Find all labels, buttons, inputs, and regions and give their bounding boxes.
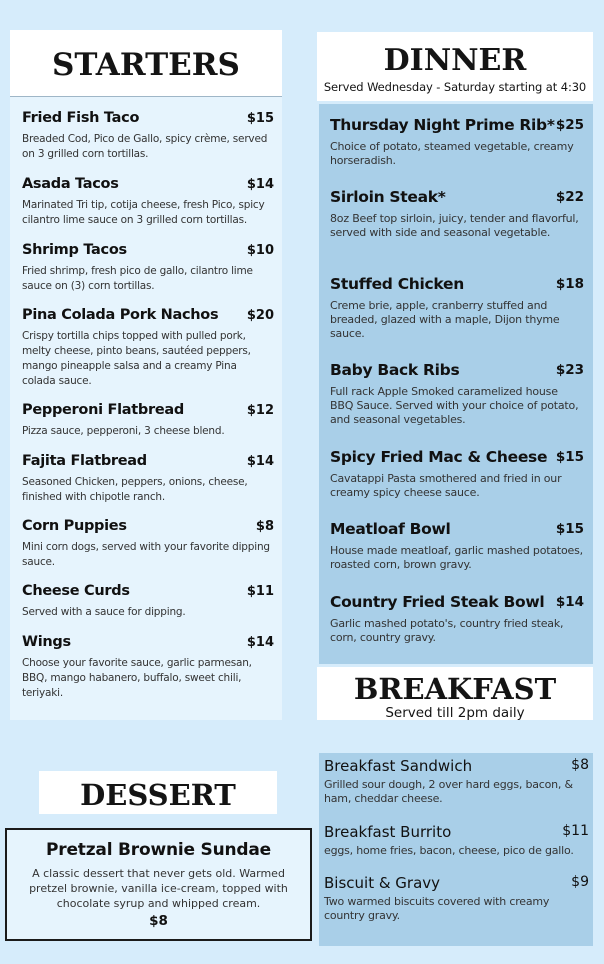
item-description: Breaded Cod, Pico de Gallo, spicy crème, served on 3 grilled corn tortillas. [22, 133, 268, 160]
item-name: Baby Back Ribs [330, 361, 460, 379]
starters-panel [10, 97, 282, 720]
item-price: $14 [246, 635, 274, 650]
item-description: House made meatloaf, garlic mashed potatoes, roasted corn, brown gravy. [330, 544, 583, 571]
menu-item-shrimp-tacos [22, 242, 272, 294]
item-name: Fajita Flatbread [22, 453, 147, 469]
menu-item-baby-back-ribs [330, 361, 584, 427]
item-description: 8oz Beef top sirloin, juicy, tender and flavorful, served with side and seasonal vegetable. [330, 212, 579, 239]
item-name: Breakfast Sandwich [324, 757, 473, 775]
item-description: Two warmed biscuits covered with creamy country gravy. [324, 895, 550, 922]
item-description: Cavatappi Pasta smothered and fried in our creamy spicy cheese sauce. [330, 472, 562, 499]
item-description: Creme brie, apple, cranberry stuffed and breaded, glazed with a maple, Dijon thyme sauce. [330, 299, 560, 340]
item-description: Seasoned Chicken, peppers, onions, cheese, finished with chipotle ranch. [22, 476, 248, 503]
menu-item-breakfast-burrito [324, 823, 589, 858]
dessert-panel [5, 828, 312, 941]
dessert-item-description: A classic dessert that never gets old. Warmed pretzel brownie, vanilla ice-cream, topped with chocolate syrup and whipped cream. [29, 867, 288, 910]
item-name: Breakfast Burrito [324, 823, 452, 841]
breakfast-heading [317, 667, 593, 720]
item-price: $14 [246, 454, 274, 469]
menu-item-corn-puppies [22, 518, 272, 570]
item-price: $11 [246, 584, 274, 599]
item-price: $23 [555, 362, 584, 378]
menu-item-country-fried-steak-bowl [330, 593, 584, 645]
item-name: Pina Colada Pork Nachos [22, 307, 219, 323]
dinner-title: DINNER [383, 43, 527, 78]
item-description: Choice of potato, steamed vegetable, creamy horseradish. [330, 140, 574, 167]
menu-item-breakfast-sandwich [324, 757, 589, 806]
item-price: $15 [555, 521, 584, 537]
item-price: $14 [555, 594, 584, 610]
item-name: Shrimp Tacos [22, 242, 127, 258]
menu-item-pepperoni-flatbread [22, 402, 272, 439]
menu-item-asada-tacos [22, 176, 272, 228]
item-description: Fried shrimp, fresh pico de gallo, cilantro lime sauce on (3) corn tortillas. [22, 265, 253, 292]
item-name: Meatloaf Bowl [330, 520, 451, 538]
item-price: $9 [571, 874, 589, 890]
breakfast-title: BREAKFAST [353, 672, 557, 706]
item-name: Sirloin Steak* [330, 188, 446, 206]
item-name: Asada Tacos [22, 176, 119, 192]
dessert-heading: DESSERT [39, 771, 277, 814]
menu-item-pina-colada-pork-nachos [22, 307, 272, 389]
dinner-subtitle: Served Wednesday - Saturday starting at 4:30 [323, 80, 587, 94]
item-name: Country Fried Steak Bowl [330, 593, 545, 611]
starters-heading: STARTERS [10, 30, 282, 97]
item-price: $20 [246, 308, 274, 323]
item-description: Full rack Apple Smoked caramelized house BBQ Sauce. Served with your choice of potato, and seasonal vegetables. [330, 385, 579, 426]
item-price: $14 [246, 177, 274, 192]
item-name: Spicy Fried Mac & Cheese [330, 448, 548, 466]
dessert-item-name: Pretzal Brownie Sundae [46, 840, 271, 860]
menu-item-prime-rib [330, 116, 584, 168]
dessert-item-price: $8 [149, 913, 168, 929]
item-price: $10 [246, 243, 274, 258]
menu-item-stuffed-chicken [330, 275, 584, 341]
menu-item-wings [22, 634, 272, 701]
menu-item-spicy-fried-mac-cheese [330, 448, 584, 500]
dinner-panel [319, 104, 593, 664]
breakfast-panel [319, 753, 593, 946]
item-description: Choose your favorite sauce, garlic parmesan, BBQ, mango habanero, buffalo, sweet chili, teriyaki. [22, 657, 252, 699]
item-name: Pepperoni Flatbread [22, 402, 184, 418]
item-price: $12 [246, 403, 274, 418]
item-name: Thursday Night Prime Rib* [330, 116, 555, 134]
dinner-heading [317, 32, 593, 101]
menu-item-fajita-flatbread [22, 453, 272, 505]
item-description: Crispy tortilla chips topped with pulled pork, melty cheese, pinto beans, sautéed peppers, mango pineapple salsa and a creamy Pina colada sauce. [22, 330, 251, 387]
item-price: $18 [555, 276, 584, 292]
item-name: Biscuit & Gravy [324, 874, 441, 892]
menu-item-biscuit-gravy [324, 874, 589, 923]
menu-item-meatloaf-bowl [330, 520, 584, 572]
breakfast-subtitle: Served till 2pm daily [385, 705, 525, 721]
item-price: $25 [555, 117, 584, 133]
item-price: $8 [255, 519, 274, 534]
item-description: Grilled sour dough, 2 over hard eggs, bacon, & ham, cheddar cheese. [324, 778, 573, 805]
menu-item-cheese-curds [22, 583, 272, 620]
menu-item-sirloin-steak [330, 188, 584, 240]
item-name: Wings [22, 634, 71, 650]
item-description: Garlic mashed potato's, country fried steak, corn, country gravy. [330, 617, 564, 644]
item-price: $15 [246, 111, 274, 126]
item-description: Mini corn dogs, served with your favorite dipping sauce. [22, 541, 270, 568]
menu-item-fried-fish-taco [22, 110, 272, 162]
item-description: eggs, home fries, bacon, cheese, pico de gallo. [324, 844, 574, 857]
item-name: Stuffed Chicken [330, 275, 464, 293]
item-price: $8 [571, 757, 589, 773]
item-description: Marinated Tri tip, cotija cheese, fresh Pico, spicy cilantro lime sauce on 3 grilled corn tortillas. [22, 199, 265, 226]
item-name: Cheese Curds [22, 583, 130, 599]
item-price: $22 [555, 189, 584, 205]
item-description: Pizza sauce, pepperoni, 3 cheese blend. [22, 425, 225, 437]
item-name: Corn Puppies [22, 518, 127, 534]
item-name: Fried Fish Taco [22, 110, 140, 126]
item-price: $11 [562, 823, 589, 839]
item-description: Served with a sauce for dipping. [22, 606, 186, 618]
item-price: $15 [555, 449, 584, 465]
